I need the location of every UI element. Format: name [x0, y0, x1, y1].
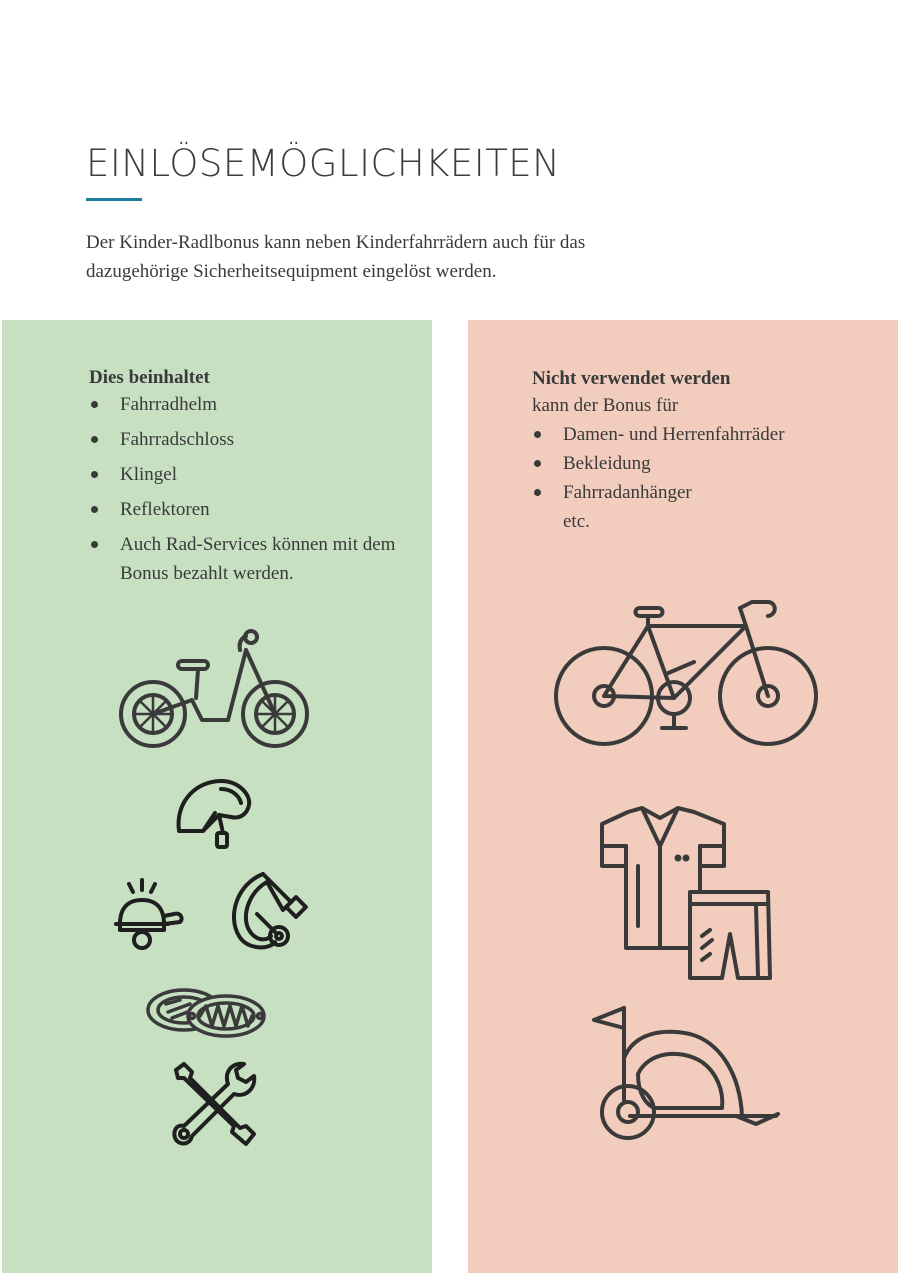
excluded-heading: Nicht verwendet werden — [532, 368, 731, 389]
included-text — [89, 366, 409, 594]
included-heading: Dies beinhaltet — [89, 367, 210, 388]
helmet-icon — [173, 775, 253, 851]
page-title: EINLÖSEMÖGLICHKEITEN — [86, 142, 561, 185]
excluded-list — [532, 420, 872, 507]
list-item: Fahrradhelm — [89, 390, 409, 419]
list-item: Klingel — [89, 460, 409, 489]
bicycle-icon — [554, 598, 820, 752]
list-item: Fahrradanhänger — [532, 478, 872, 507]
intro-line-2: dazugehörige Sicherheitsequipment eingelöst werden. — [86, 261, 497, 282]
list-item: Fahrradschloss — [89, 425, 409, 454]
bell-icon — [114, 878, 188, 950]
excluded-etc: etc. — [563, 511, 590, 532]
lock-icon — [227, 870, 313, 952]
list-item: Bekleidung — [532, 449, 872, 478]
clothing-icon — [598, 806, 776, 982]
list-item: Auch Rad-Services können mit dem Bonus bezahlt werden. — [89, 530, 409, 588]
title-underline — [86, 198, 142, 201]
tools-icon — [170, 1060, 258, 1148]
excluded-text — [532, 367, 872, 536]
kids-bike-icon — [118, 628, 310, 752]
included-list — [89, 390, 409, 588]
intro-text — [86, 228, 726, 286]
trailer-icon — [590, 1004, 786, 1146]
reflectors-icon — [146, 984, 268, 1040]
list-item: Damen- und Herrenfahrräder — [532, 420, 872, 449]
excluded-subheading: kann der Bonus für — [532, 395, 679, 416]
intro-line-1: Der Kinder-Radlbonus kann neben Kinderfahrrädern auch für das — [86, 232, 586, 253]
list-item: Reflektoren — [89, 495, 409, 524]
